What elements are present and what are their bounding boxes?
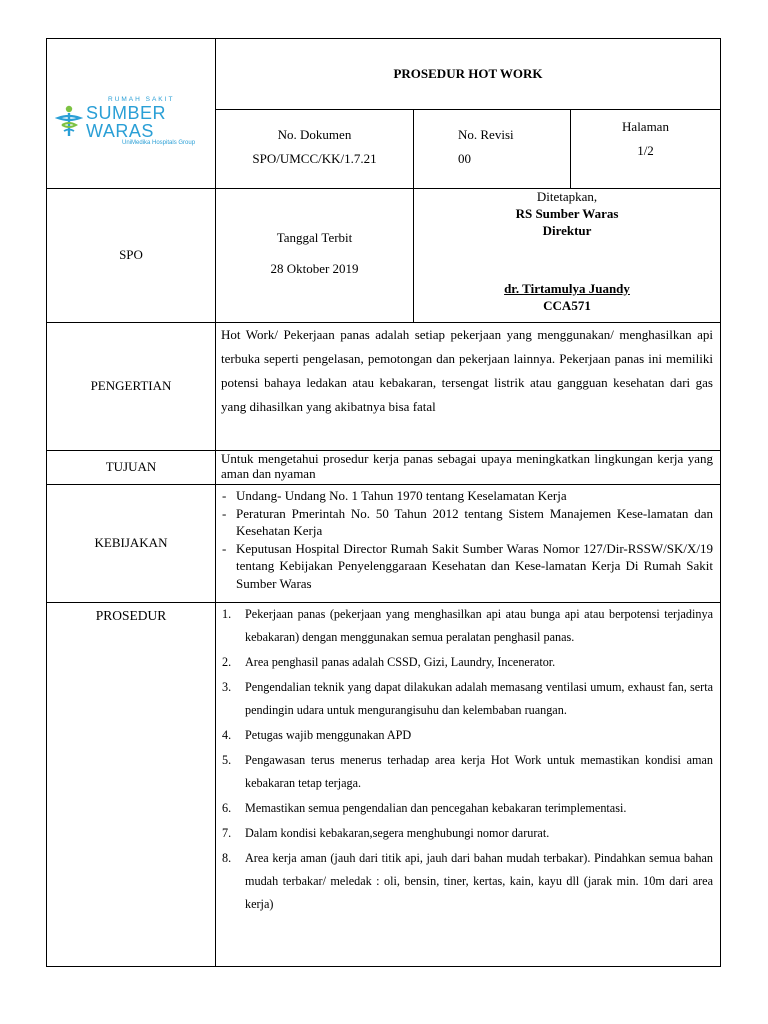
approval-heading: Ditetapkan, [536, 189, 598, 204]
prosedur-step [216, 822, 713, 845]
step-text: Petugas wajib menggunakan APD [245, 728, 412, 742]
approval-cell [414, 189, 721, 323]
issue-date-value: 28 Oktober 2019 [270, 260, 359, 276]
prosedur-cell [216, 603, 721, 967]
page-label: Halaman [622, 119, 669, 134]
prosedur-list [216, 603, 713, 916]
step-text: Dalam kondisi kebakaran,segera menghubungi nomor darurat. [245, 826, 550, 840]
sop-table [46, 38, 721, 967]
tujuan-label: TUJUAN [47, 451, 216, 485]
kebijakan-item: - Peraturan Pmerintah No. 50 Tahun 2012 tentang Sistem Manajemen Kese-lamatan dan Kesehatan Kerja [216, 505, 713, 540]
approval-org: RS Sumber Waras [515, 205, 619, 221]
pengertian-text: Hot Work/ Pekerjaan panas adalah setiap pekerjaan yang menggunakan/ menghasilkan api terbuka seperti pengelasan, pemotongan dan pekerjaan lainnya. Pekerjaan panas ini memiliki potensi bahaya ledakan atau kebakaran, tersengat listrik atau gangguan kesehatan dari gas yang dihasilkan yang akibatnya bisa fatal [216, 323, 721, 451]
step-text: Pengendalian teknik yang dapat dilakukan adalah memasang ventilasi umum, exhaust fan, serta pendingin udara untuk mengurangisuhu dan kelembaban ruangan. [245, 680, 713, 717]
approval-role: Direktur [542, 222, 592, 238]
medical-cross-icon [55, 104, 83, 138]
kebijakan-cell [216, 485, 721, 603]
issue-date-label: Tanggal Terbit [276, 230, 353, 245]
document-title: PROSEDUR HOT WORK [216, 39, 721, 110]
revision-cell [414, 110, 571, 189]
prosedur-step [216, 676, 713, 722]
prosedur-label: PROSEDUR [47, 603, 216, 967]
prosedur-step [216, 797, 713, 820]
prosedur-step [216, 749, 713, 795]
pengertian-label: PENGERTIAN [47, 323, 216, 451]
page-value: 1/2 [637, 142, 654, 158]
prosedur-step [216, 651, 713, 674]
doc-number-label: No. Dokumen [277, 127, 352, 142]
kebijakan-list [216, 487, 713, 592]
kebijakan-item: - Undang- Undang No. 1 Tahun 1970 tentang Keselamatan Kerja [216, 487, 713, 505]
prosedur-step [216, 724, 713, 747]
prosedur-step [216, 847, 713, 916]
logo-tagline: UniMedika Hospitals Group [122, 139, 196, 146]
page-cell [571, 110, 721, 189]
step-text: Area kerja aman (jauh dari titik api, jauh dari bahan mudah terbakar). Pindahkan semua bahan mudah terbakar/ meledak : oli, bensin, tiner, kertas, kain, kayu dll (jarak min. 10m dari area kerja) [245, 851, 713, 911]
signer-code: CCA571 [543, 297, 591, 313]
step-number: 4. [222, 728, 232, 742]
kebijakan-item: - Keputusan Hospital Director Rumah Sakit Sumber Waras Nomor 127/Dir-RSSW/SK/X/19 tentang Kebijakan Penyelenggaraan Kesehatan dan Kese-lamatan Kerja Di Rumah Sakit Sumber Waras [216, 540, 713, 593]
step-number: 5. [222, 753, 232, 767]
step-number: 1. [222, 607, 232, 621]
step-text: Pekerjaan panas (pekerjaan yang menghasilkan api atau bunga api atau berpotensi terjadinya kebakaran) dengan menggunakan semua peralatan penghasil panas. [245, 607, 713, 644]
prosedur-step [216, 603, 713, 649]
kebijakan-label: KEBIJAKAN [47, 485, 216, 603]
hospital-logo-cell [47, 39, 216, 189]
logo-subtitle: RUMAH SAKIT [108, 96, 175, 103]
signer-name: dr. Tirtamulya Juandy [504, 280, 630, 296]
step-number: 7. [222, 826, 232, 840]
step-number: 2. [222, 655, 232, 669]
doc-number-value: SPO/UMCC/KK/1.7.21 [252, 150, 377, 166]
step-number: 8. [222, 851, 232, 865]
step-text: Memastikan semua pengendalian dan pencegahan kebakaran terimplementasi. [245, 801, 627, 815]
step-text: Area penghasil panas adalah CSSD, Gizi, Laundry, Incenerator. [245, 655, 556, 669]
tujuan-text: Untuk mengetahui prosedur kerja panas sebagai upaya meningkatkan lingkungan kerja yang aman dan nyaman [216, 451, 721, 485]
step-number: 6. [222, 801, 232, 815]
doc-number-cell [216, 110, 414, 189]
spo-label: SPO [47, 189, 216, 323]
sop-document [46, 38, 720, 967]
step-number: 3. [222, 680, 232, 694]
logo-name: SUMBER WARAS [86, 102, 167, 141]
revision-value: 00 [458, 150, 471, 166]
hospital-logo [55, 97, 215, 146]
issue-date-cell [216, 189, 414, 323]
revision-label: No. Revisi [458, 127, 514, 142]
step-text: Pengawasan terus menerus terhadap area kerja Hot Work untuk memastikan kondisi aman kebakaran tetap terjaga. [245, 753, 713, 790]
